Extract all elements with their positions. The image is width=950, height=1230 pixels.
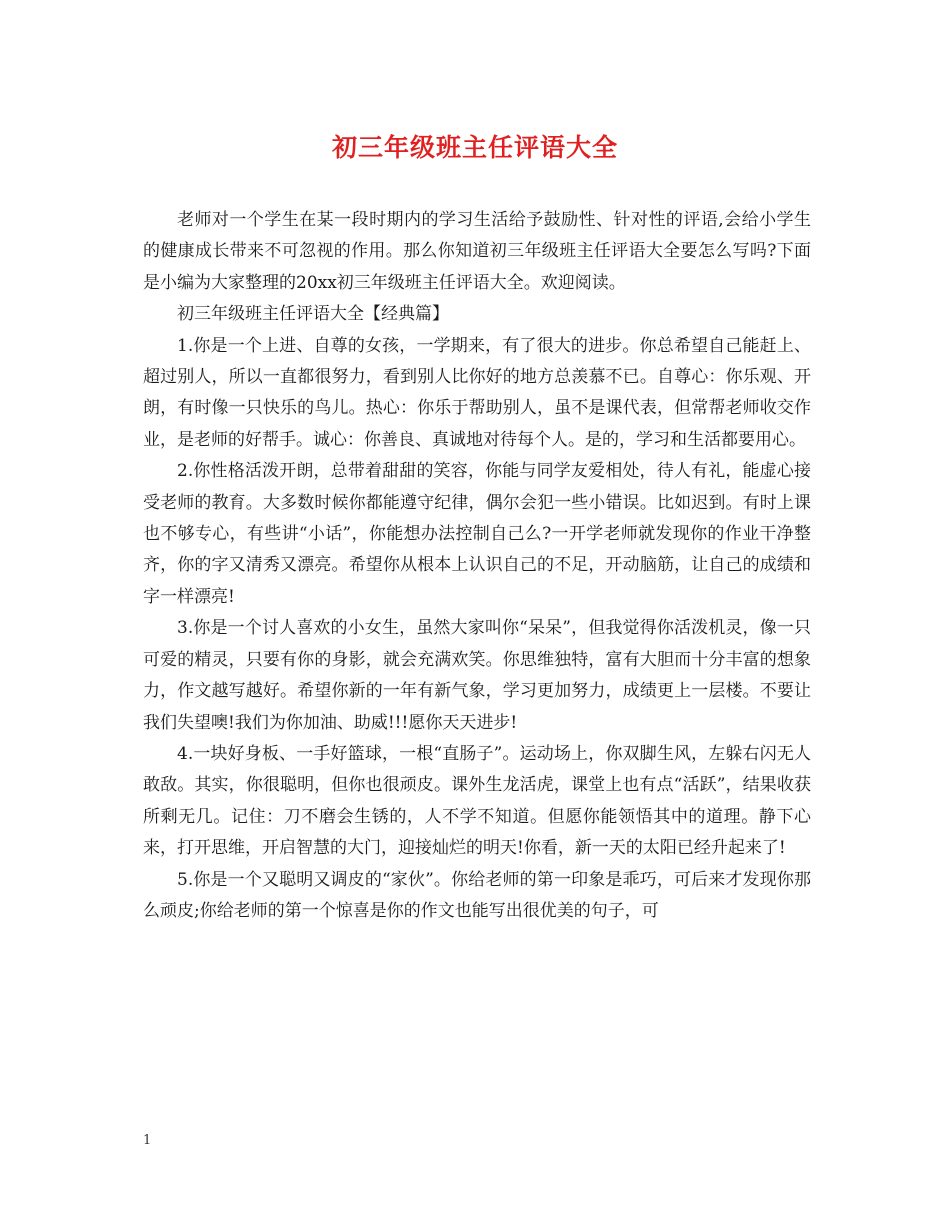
comment-paragraph-1: 1.你是一个上进、自尊的女孩，一学期来，有了很大的进步。你总希望自己能赶上、超过别人，所以一直都很努力，看到别人比你好的地方总羡慕不已。自尊心：你乐观、开朗，有时像一只快乐的鸟儿。热心：你乐于帮助别人，虽不是课代表，但常帮老师收交作业，是老师的好帮手。诚心：你善良、真诚地对待每个人。是的，学习和生活都要用心。 [143,335,811,450]
comment-paragraph-3: 3.你是一个讨人喜欢的小女生，虽然大家叫你“呆呆”，但我觉得你活泼机灵，像一只可爱的精灵，只要有你的身影，就会充满欢笑。你思维独特，富有大胆而十分丰富的想象力，作文越写越好。希望你新的一年有新气象，学习更加努力，成绩更上一层楼。不要让我们失望噢!我们为你加油、助威!!!愿你天天进步! [143,618,811,733]
page-number: 1 [143,1133,152,1148]
section-heading: 初三年级班主任评语大全【经典篇】 [177,304,449,325]
comment-paragraph-2: 2.你性格活泼开朗，总带着甜甜的笑容，你能与同学友爱相处，待人有礼，能虚心接受老师的教育。大多数时候你都能遵守纪律，偶尔会犯一些小错误。比如迟到。有时上课也不够专心，有些讲“小话”，你能想办法控制自己么?一开学老师就发现你的作业干净整齐，你的字又清秀又漂亮。希望你从根本上认识自己的不足，开动脑筋，让自己的成绩和字一样漂亮! [143,461,811,607]
comment-paragraph-4: 4.一块好身板、一手好篮球，一根“直肠子”。运动场上，你双脚生风，左躲右闪无人敢敌。其实，你很聪明，但你也很顽皮。课外生龙活虎，课堂上也有点“活跃”，结果收获所剩无几。记住：刀不磨会生锈的，人不学不知道。但愿你能领悟其中的道理。静下心来，打开思维，开启智慧的大门，迎接灿烂的明天!你看，新一天的太阳已经升起来了! [143,743,811,859]
document-title: 初三年级班主任评语大全 [331,133,618,162]
document-body [143,205,811,927]
comment-paragraph-5: 5.你是一个又聪明又调皮的“家伙”。你给老师的第一印象是乖巧，可后来才发现你那么顽皮;你给老师的第一个惊喜是你的作文也能写出很优美的句子，可 [143,869,811,921]
intro-paragraph: 老师对一个学生在某一段时期内的学习生活给予鼓励性、针对性的评语,会给小学生的健康成长带来不可忽视的作用。那么你知道初三年级班主任评语大全要怎么写吗?下面是小编为大家整理的20xx初三年级班主任评语大全。欢迎阅读。 [143,210,811,293]
